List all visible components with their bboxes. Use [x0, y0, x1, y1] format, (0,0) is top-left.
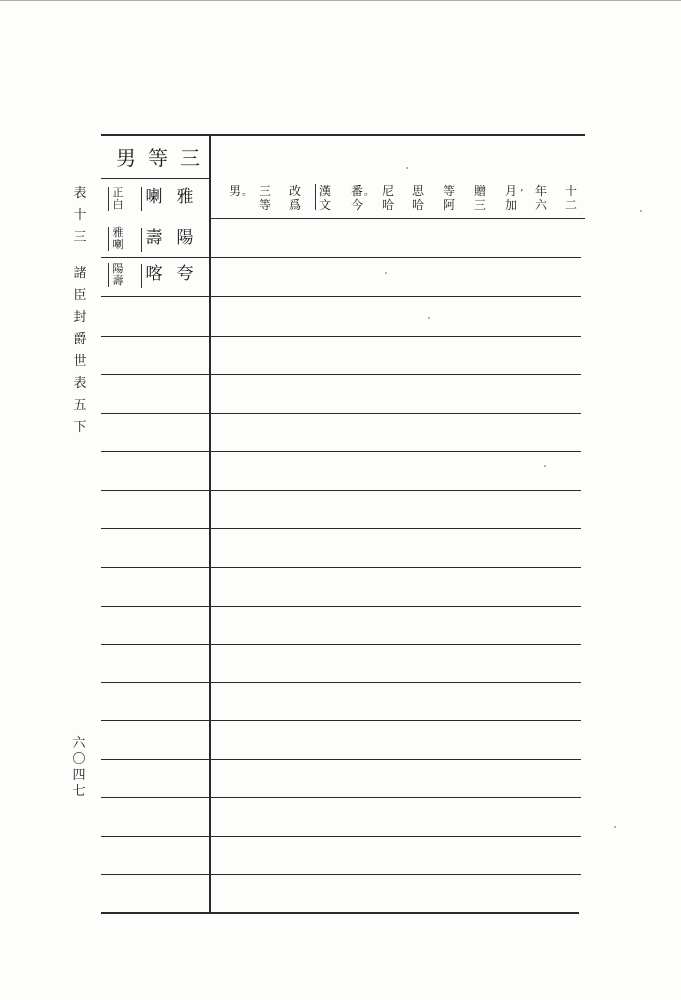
- sidebar-title-char: 臣: [73, 288, 87, 303]
- page-number-char: 七: [72, 784, 86, 799]
- entry-banner-2: [110, 227, 126, 251]
- name-char: 喇: [145, 187, 163, 207]
- banner-bracket: [108, 227, 109, 251]
- note-char: 等: [442, 184, 455, 198]
- name-bracket: [141, 264, 142, 288]
- note-column-7: [380, 185, 396, 213]
- entry-name-1b: [143, 189, 165, 208]
- note-column-3-comma: [518, 183, 526, 195]
- note-column-6: [410, 185, 426, 213]
- note-column-5: [441, 185, 457, 213]
- note-column-3: [503, 185, 519, 213]
- note-column-9: [317, 185, 333, 213]
- sidebar-title-gap: [72, 253, 88, 267]
- note-char: 尼: [381, 184, 394, 198]
- note-char: 番: [350, 184, 363, 198]
- table-title-char: 三: [180, 145, 200, 170]
- page-number-char: 〇: [72, 752, 86, 767]
- scan-speck: [544, 465, 546, 467]
- entry-name-3: [174, 266, 196, 285]
- entry-name-2: [174, 230, 196, 249]
- scan-speck: [614, 826, 616, 828]
- row-rule: [101, 336, 581, 337]
- banner-char: 陽: [112, 262, 124, 275]
- note-char: 贈: [473, 184, 486, 198]
- banner-char: 正: [112, 186, 124, 199]
- note-char: 年: [534, 184, 547, 198]
- sidebar-title-char: 三: [73, 230, 87, 245]
- scan-speck: [428, 317, 430, 319]
- row-rule: [101, 720, 581, 721]
- note-char: 改: [288, 184, 301, 198]
- row-rule: [101, 257, 581, 258]
- sidebar-title-char: 表: [73, 186, 87, 201]
- note-bracket: [315, 184, 316, 210]
- note-char: 哈: [411, 198, 424, 212]
- sidebar-title-char: 世: [73, 354, 87, 369]
- note-char: 十: [564, 184, 577, 198]
- row-rule: [101, 451, 581, 452]
- banner-char: 雅: [112, 226, 124, 239]
- note-char: 男: [228, 184, 241, 198]
- note-punct: ,: [520, 182, 524, 193]
- note-char: 思: [411, 184, 424, 198]
- row-rule: [101, 759, 581, 760]
- banner-char: 喇: [112, 238, 124, 251]
- note-column-10: [287, 185, 303, 213]
- banner-bracket: [108, 187, 109, 211]
- name-bracket: [141, 228, 142, 252]
- title-rule: [101, 178, 211, 179]
- note-punct: 。: [364, 187, 374, 198]
- entry-banner-3: [110, 263, 126, 287]
- row-rule: [101, 567, 581, 568]
- banner-char: 白: [112, 198, 124, 211]
- scan-top-edge: [0, 0, 681, 1]
- note-char: 六: [534, 198, 547, 212]
- row-rule: [101, 644, 581, 645]
- sidebar-title: [72, 187, 88, 443]
- scan-speck: [406, 167, 408, 169]
- note-char: 阿: [442, 198, 455, 212]
- entry-name-1: [174, 189, 196, 208]
- note-punct: 。: [242, 187, 252, 198]
- scan-speck: [640, 210, 642, 212]
- header-rule: [211, 218, 585, 219]
- note-column-12: [227, 185, 243, 199]
- name-char: 夸: [176, 264, 194, 284]
- row-rule: [101, 836, 581, 837]
- sidebar-title-char: 爵: [73, 332, 87, 347]
- entry-name-2b: [143, 230, 165, 249]
- note-char: 三: [258, 184, 271, 198]
- sidebar-title-char: 諸: [73, 266, 87, 281]
- note-char: 哈: [381, 198, 394, 212]
- note-column-1: [563, 185, 579, 213]
- entry-name-3b: [143, 266, 165, 285]
- page-number-char: 四: [72, 768, 86, 783]
- sidebar-title-char: 表: [73, 376, 87, 391]
- sidebar-title-char: 五: [73, 398, 87, 413]
- row-rule: [101, 682, 581, 683]
- note-column-11: [257, 185, 273, 213]
- table-title-char: 等: [148, 145, 168, 170]
- row-rule: [101, 874, 581, 875]
- name-char: 壽: [145, 228, 163, 248]
- sidebar-title-char: 封: [73, 310, 87, 325]
- note-char: 二: [564, 198, 577, 212]
- note-char: 加: [504, 198, 517, 212]
- page-number: [70, 737, 88, 801]
- column-divider: [209, 134, 211, 912]
- name-bracket: [141, 187, 142, 211]
- note-column-8-period: [364, 188, 372, 200]
- sidebar-title-char: 十: [73, 208, 87, 223]
- row-rule: [101, 374, 581, 375]
- note-char: 爲: [288, 198, 301, 212]
- note-column-8: [349, 185, 365, 213]
- sidebar-title-char: 下: [73, 420, 87, 435]
- name-char: 雅: [176, 187, 194, 207]
- table-bottom-rule: [101, 912, 579, 914]
- note-char: 三: [473, 198, 486, 212]
- row-rule: [101, 413, 581, 414]
- banner-char: 壽: [112, 274, 124, 287]
- page-number-char: 六: [72, 736, 86, 751]
- entry-banner-1: [110, 187, 126, 211]
- table-top-rule: [101, 134, 585, 136]
- note-char: 今: [350, 198, 363, 212]
- row-rule: [101, 606, 581, 607]
- note-column-2: [533, 185, 549, 213]
- table-title: [110, 138, 206, 174]
- table-title-char: 男: [116, 145, 136, 170]
- row-rule: [101, 528, 581, 529]
- row-rule: [101, 490, 581, 491]
- row-rule: [101, 296, 581, 297]
- note-char: 月: [504, 184, 517, 198]
- note-char: 漢: [318, 184, 331, 198]
- name-char: 陽: [176, 228, 194, 248]
- scan-speck: [385, 272, 387, 274]
- note-char: 等: [258, 198, 271, 212]
- note-column-12-period: [242, 188, 250, 200]
- row-rule: [101, 797, 581, 798]
- banner-bracket: [108, 263, 109, 287]
- name-char: 喀: [145, 264, 163, 284]
- note-column-4: [472, 185, 488, 213]
- note-char: 文: [318, 198, 331, 212]
